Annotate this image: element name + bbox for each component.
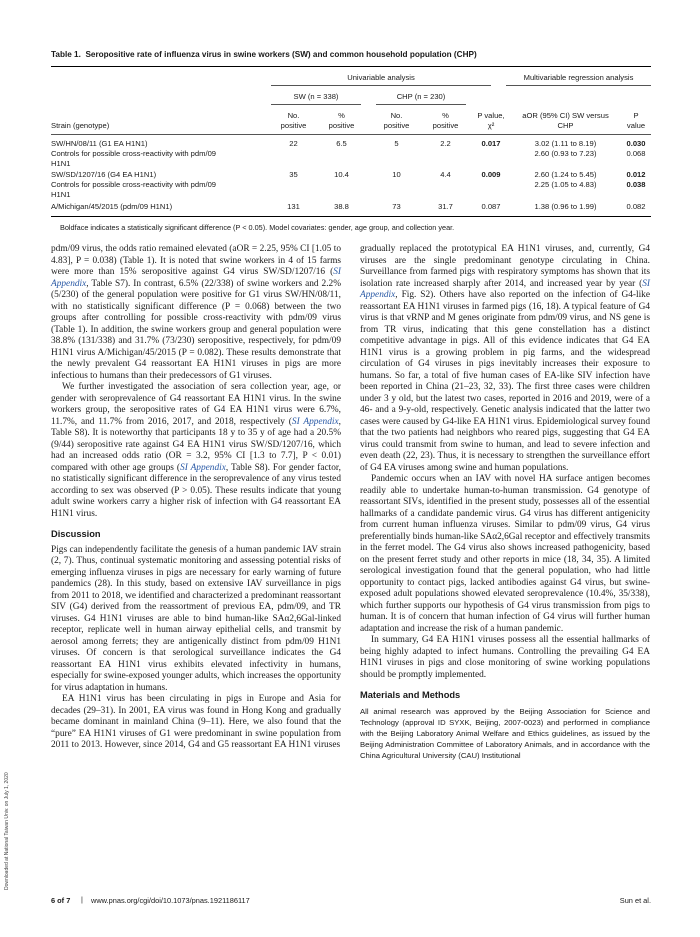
si-appendix-link[interactable]: SI Appendix [51,267,341,289]
chp-header-rule [376,104,466,105]
chp-header: CHP (n = 230) [396,92,446,101]
row5-chp-no: 73 [392,202,401,211]
row3-strain: SW/SD/1207/16 (G4 EA H1N1) [51,170,157,179]
left-paragraph-3: Pigs can independently facilitate the genesis of a human pandemic IAV strain (2, 7). Thus, continual systematic monitoring and assessing potential risks of emerging influenza viruses in pigs are necessary for early warning of future pandemics (28). In this study, based on extensive IAV surveillance in pigs from 2011 to 2018, we identified and characterized a predominant reassortant SIV (G4) derived from the reassortment of previous EA, pdm/09, and TR viruses. G4 H1N1 viruses are able to bind human-like SAα2,6Gal-linked receptor, replicate well in human airway epithelial cells, and transmit by aerosol among ferrets; they are antigenically distinct from pdm/09 H1N1 viruses. Of concern is that serological surveillance indicates the G4 reassortant EA H1N1 virus exhibits elevated infectivity in humans, especially for swine-exposed younger adults, which increases the opportunity for virus adaptation in humans. [51,544,341,693]
sw-header: SW (n = 338) [293,92,339,101]
row4-aor: 2.25 (1.05 to 4.83) [534,180,597,189]
row2-p: 0.068 [626,149,646,158]
row2-aor: 2.60 (0.93 to 7.23) [534,149,597,158]
left-paragraph-1 [51,244,341,382]
col-chp-no-line2: positive [383,121,410,130]
table-footnote: Boldface indicates a statistically significant difference (P < 0.05). Model covariates: gender, age group, and collection year. [60,223,455,232]
row1-p: 0.030 [626,139,646,148]
left-p1-text-b: , Table S7). In contrast, 6.5% (22/338) of swine workers and 2.2% (5/230) of the general population were positive for G1 virus SW/HN/08/11, with no statistically significant difference (P = 0.068) between the two groups after controlling for possible cross-reactivity with pdm/09 virus (Table 1). In addition, the swine workers group and general population were 38.8% (131/338) and 31.7% (73/230) seropositive, respectively, for pdm/09 H1N1 virus A/Michigan/45/2015 (P = 0.082). These results demonstrate that the newly prevalent G4 reassortant EA H1N1 viruses in pigs are more infectious to humans than their predecessors of G1 viruses. [51,278,341,381]
table-caption [51,50,651,59]
table-top-rule [51,66,651,67]
row4-p: 0.038 [626,180,646,189]
col-chp-pct-line2: positive [432,121,459,130]
right-paragraph-2: Pandemic occurs when an IAV with novel HA surface antigen becomes readily able to undertake human-to-human transmission. G4 genotype of reassortant SIVs, identified in the present study, possesses all of the essential hallmarks of a candidate pandemic virus. G4 virus has different antigenicity from current human influenza viruses. Similar to pdm/09 virus, G4 virus preferentially binds human-like SAα2,6Gal receptor and effectively transmits in the ferret model. The G4 virus also shows increased pathogenicity, based on the present ferret study and other reports in mice (18, 34, 35). A limited serological investigation found that the general population, who had little opportunity to contact pigs, lacked antibodies against G4 virus, but swine-exposed adult populations showed elevated seroprevalence (10.4%, 35/338), which further supports our hypothesis of G4 virus transmission from pigs to human. It is of concern that human infection of G4 virus will further human adaptation and increase the risk of a human pandemic. [360,474,650,634]
group-univariable-header: Univariable analysis [347,73,415,82]
row2-strain-cont: H1N1 [51,159,71,168]
si-appendix-link[interactable]: SI Appendix [180,462,226,473]
left-paragraph-2 [51,382,341,520]
col-sw-no [271,111,316,131]
col-pvalue-line2: χ² [487,121,495,130]
col-aor-line2: CHP [557,121,574,130]
col-p-line1: P [633,111,639,120]
left-column [51,244,341,752]
row5-sw-no: 131 [287,202,300,211]
right-paragraph-3: In summary, G4 EA H1N1 viruses possess all the essential hallmarks of being highly adapted to infect humans. Controlling the prevailing G4 EA H1N1 viruses in pigs and close monitoring of swine working populations should be promptly implemented. [360,635,650,680]
row1-chp-pct: 2.2 [440,139,451,148]
left-p2-text-b: , Table S8). It is noteworthy that participants 18 y to 35 y of age had a 20.5% (9/44) seropositive rate against G4 EA H1N1 virus SW/SD/1207/16, which had an increased odds ratio (OR = 3.2, 95% CI [1.3 to 7.7], P < 0.01) compared with other age groups ( [51,416,341,473]
row4-strain: Controls for possible cross-reactivity with pdm/09 [51,180,217,189]
col-sw-no-line1: No. [287,111,300,120]
row3-chp-no: 10 [392,170,401,179]
col-sw-no-line2: positive [280,121,307,130]
footer-authors: Sun et al. [619,896,651,905]
row5-p: 0.082 [626,202,646,211]
row1-sw-pct: 6.5 [336,139,347,148]
row1-pchi: 0.017 [481,139,501,148]
col-aor [513,111,618,131]
col-strain: Strain (genotype) [51,121,110,130]
right-paragraph-4: All animal research was approved by the Beijing Association for Science and Technology (approval ID SYXK, Beijing, 2007-0023) and performed in compliance with the Beijing Laboratory Animal Welfare and Ethics guidelines, as issued by the Beijing Administration Committee of Laboratory Animals, and in accordance with the China Agricultural University (CAU) Institutional [360,706,650,761]
col-chp-pct-line1: % [442,111,449,120]
row3-aor: 2.60 (1.24 to 5.45) [534,170,597,179]
right-column [360,244,650,762]
col-p-line2: value [626,121,646,130]
si-appendix-link[interactable]: SI Appendix [291,416,339,427]
row1-strain: SW/HN/08/11 (G1 EA H1N1) [51,139,148,148]
col-chp-no-line1: No. [390,111,403,120]
row5-chp-pct: 31.7 [438,202,453,211]
right-paragraph-1 [360,244,650,474]
row5-strain: A/Michigan/45/2015 (pdm/09 H1N1) [51,202,173,211]
header-bottom-rule [51,134,651,135]
row3-sw-no: 35 [289,170,298,179]
col-chp-no [374,111,419,131]
left-p2-text-a: We further investigated the association of sera collection year, age, or gender with seroprevalence of G4 reassortant EA H1N1 virus. In the swine workers group, the seropositive rates of G4 EA H1N1 virus were 6.7%, 11.7%, and 11.7% from 2016, 2017, and 2018, respectively ( [51,382,341,427]
row2-strain: Controls for possible cross-reactivity with pdm/09 [51,149,217,158]
discussion-heading: Discussion [51,529,101,539]
col-pvalue-chi [471,111,511,131]
right-p1-text-a: gradually replaced the prototypical EA H1N1 viruses, and, currently, G4 viruses are the single predominant genotype circulating in China. Surveillance from farmed pigs with respiratory symptoms has shown that its isolation rate increased sharply after 2014, and increased year by year ( [360,244,650,289]
table-caption-text: Seropositive rate of influenza virus in swine workers (SW) and common household population (CHP) [85,50,477,59]
page-number: 6 of 7 [51,896,71,905]
table-bottom-rule [51,216,651,217]
si-appendix-link[interactable]: SI Appendix [360,278,650,300]
col-pvalue-line1: P value, [477,111,505,120]
right-p1-text-b: , Fig. S2). Others have also reported on the infection of G4-like reassortant EA H1N1 viruses in farmed pigs (16, 18). A typical feature of G4 virus is that vRNP and M genes originate from pdm/09 virus, and NS gene is from TR virus, indicating that this gene constellation has a distinct competitive advantage in pigs. All of this evidence indicates that G4 EA H1N1 virus is a growing problem in pig farms, and the widespread circulation of G4 viruses in pigs inevitably increases their exposure to humans. So far, a total of five human cases of EA-like SIV infection have been reported in China (21–23, 32, 33). The first three cases were children under 3 y old, but the latest two cases, reported in 2016 and 2019, were of a 46- and a 9-y-old, respectively. Genetic analysis indicated that the latter two cases were caused by G4-like EA H1N1 virus. Epidemiological survey found that the two patients had neighbors who reared pigs, suggesting that G4 EA virus could transmit from swine to human, and lead to severe infection and even death (22, 23). Thus, it is necessary to strengthen the surveillance effort of G4 EA viruses among swine and human populations. [360,290,650,473]
download-watermark: Downloaded at National Taiwan Univ. on July 1, 2020 [4,772,10,890]
row3-pchi: 0.009 [481,170,501,179]
group-univariable-rule [271,85,491,86]
row1-chp-no: 5 [394,139,399,148]
row5-sw-pct: 38.8 [334,202,349,211]
left-paragraph-4: EA H1N1 virus has been circulating in pigs in Europe and Asia for decades (29–31). In 2001, EA virus was found in Hong Kong and gradually became dominant in mainland China (9–11). Here, we also found that the “pure” EA H1N1 viruses of G1 were predominant in swine population from 2011 to 2013. However, since 2014, G4 and G5 reassortant EA H1N1 viruses [51,694,341,750]
footer-separator: | [81,895,83,904]
methods-heading: Materials and Methods [360,690,461,700]
col-sw-pct-line1: % [338,111,345,120]
doi-link[interactable]: www.pnas.org/cgi/doi/10.1073/pnas.1921186117 [91,896,250,905]
row4-strain-cont: H1N1 [51,190,71,199]
left-p2-text-c: , Table S8). For gender factor, no statistically significant difference in the seroprevalence of any virus tested according to sex was observed (P > 0.05). These results indicate that young adult swine workers carry a higher risk of infection with G4 reassortant EA H1N1 virus. [51,462,341,519]
group-multivariable-rule [506,85,651,86]
col-p [621,111,651,131]
col-chp-pct [423,111,468,131]
row3-chp-pct: 4.4 [440,170,451,179]
row1-sw-no: 22 [289,139,298,148]
row1-aor: 3.02 (1.11 to 8.19) [534,139,597,148]
row3-sw-pct: 10.4 [334,170,349,179]
group-multivariable-header: Multivariable regression analysis [523,73,634,82]
left-p1-text-a: pdm/09 virus, the odds ratio remained elevated (aOR = 2.25, 95% CI [1.05 to 4.83], P = 0.038) (Table 1). It is noted that swine workers in 4 of 15 farms were more than 15% seropositive against G4 virus SW/SD/1207/16 ( [51,244,341,277]
page-footer [51,896,651,905]
row5-pchi: 0.087 [481,202,501,211]
sw-header-rule [271,104,361,105]
col-sw-pct [319,111,364,131]
row5-aor: 1.38 (0.96 to 1.99) [534,202,597,211]
row3-p: 0.012 [626,170,646,179]
col-aor-line1: aOR (95% CI) SW versus [522,111,609,120]
col-sw-pct-line2: positive [328,121,355,130]
table-caption-label: Table 1. [51,50,81,59]
